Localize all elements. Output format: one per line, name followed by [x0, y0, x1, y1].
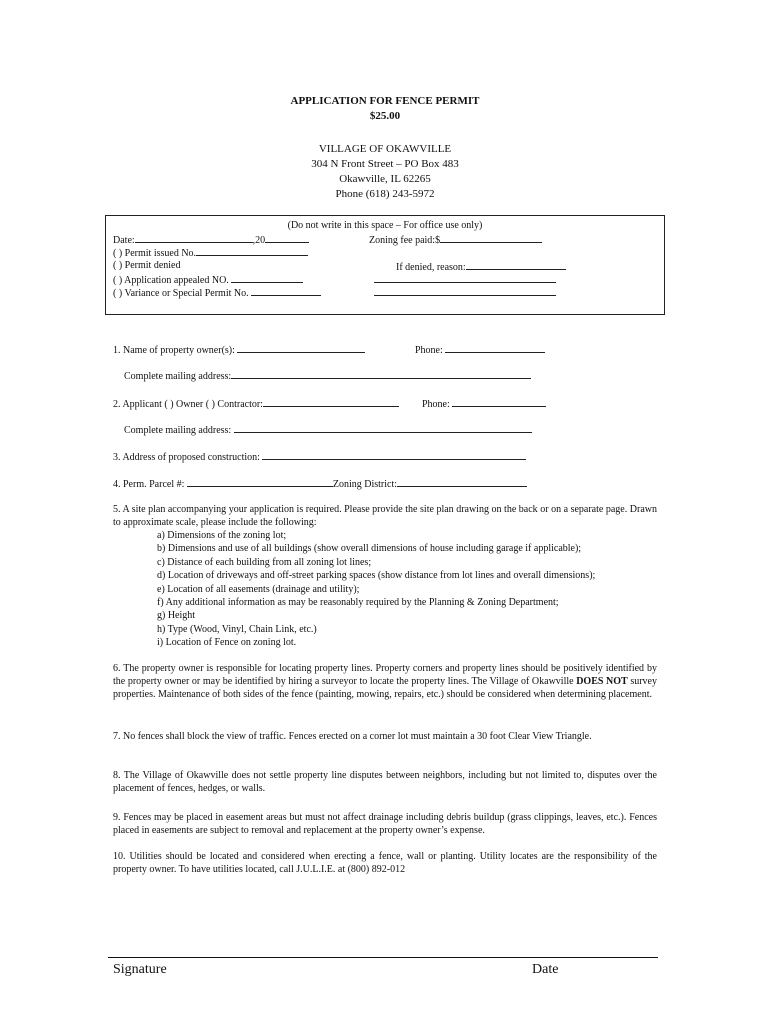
- owner-name-label: 1. Name of property owner(s):: [113, 345, 235, 356]
- office-date-label: Date:: [113, 235, 135, 246]
- phone2-label: Phone:: [422, 399, 450, 410]
- org-city: Okawville, IL 62265: [339, 173, 431, 185]
- signature-line[interactable]: [108, 957, 658, 958]
- applicant-label: 2. Applicant ( ) Owner ( ) Contractor:: [113, 399, 263, 410]
- item-6-bold: DOES NOT: [576, 676, 628, 687]
- form-title: APPLICATION FOR FENCE PERMIT: [290, 95, 480, 107]
- list-item: a) Dimensions of the zoning lot;: [157, 530, 287, 541]
- office-year-blank[interactable]: [265, 233, 309, 243]
- appealed-row: [113, 273, 303, 287]
- list-item: h) Type (Wood, Vinyl, Chain Link, etc.): [157, 623, 317, 635]
- mailing2-field[interactable]: [234, 423, 532, 433]
- phone1-label: Phone:: [415, 345, 443, 356]
- list-item: b) Dimensions and use of all buildings (show overall dimensions of house including garage if applicable);: [157, 543, 582, 555]
- zoning-district-label: Zoning District:: [332, 479, 398, 490]
- item-10-text: 10. Utilities should be located and considered when erecting a fence, wall or planting. Utility locates are the responsibility of the property owner. To have utilities located, call J.U.L.I.E. at (800) 892-012: [113, 851, 657, 875]
- mailing2-label: Complete mailing address:: [124, 425, 232, 436]
- applicant-row: [113, 397, 399, 411]
- permit-issued-row: [113, 246, 308, 260]
- mailing1-label: Complete mailing address:: [124, 371, 232, 382]
- reason-line-2-row: [374, 286, 556, 300]
- office-date-year: ,20: [252, 235, 266, 246]
- zoning-fee-label: Zoning fee paid:$: [369, 235, 441, 246]
- item-6-pre: 6. The property owner is responsible for locating property lines. Property corners and property lines should be positively identified by the property owner or may be identified by hiring a surveyor to locate the property lines. The Village of Okawville: [113, 663, 657, 687]
- item-9-text: 9. Fences may be placed in easement areas but must not affect drainage including debris buildup (grass clippings, leaves, etc.). Fences placed in easements are subject to removal and replacement at the property owner’s expense.: [113, 812, 657, 836]
- list-item: e) Location of all easements (drainage and utility);: [157, 583, 360, 595]
- zoning-fee-blank[interactable]: [440, 233, 542, 243]
- list-item: d) Location of driveways and off-street parking spaces (show distance from lot lines and overall dimensions);: [157, 570, 596, 582]
- phone2-field[interactable]: [452, 397, 546, 407]
- appealed-blank[interactable]: [231, 273, 303, 283]
- office-date-row: [113, 233, 309, 247]
- org-phone: Phone (618) 243-5972: [335, 188, 435, 200]
- item-5-text: 5. A site plan accompanying your application is required. Please provide the site plan drawing on the back or on a separate page. Drawn to approximate scale, please include the following:: [113, 504, 657, 528]
- signature-label: Signature: [113, 962, 167, 977]
- construction-address-label: 3. Address of proposed construction:: [113, 452, 260, 463]
- org-address: 304 N Front Street – PO Box 483: [311, 158, 459, 170]
- mailing1-field[interactable]: [231, 369, 531, 379]
- form-fee: $25.00: [369, 110, 401, 122]
- owner-name-row: [113, 343, 365, 357]
- office-use-note: (Do not write in this space – For office use only): [287, 220, 483, 231]
- item-8-text: 8. The Village of Okawville does not settle property line disputes between neighbors, including but not limited to, disputes over the placement of fences, hedges, or walls.: [113, 770, 657, 794]
- date-label: Date: [532, 962, 559, 977]
- phone2-row: [422, 397, 546, 411]
- permit-issued-label: ( ) Permit issued No.: [113, 248, 197, 259]
- site-plan-list: [157, 529, 595, 650]
- phone1-row: [415, 343, 545, 357]
- list-item: g) Height: [157, 610, 196, 622]
- parcel-field[interactable]: [187, 477, 333, 487]
- office-zoning-fee-row: [369, 233, 542, 247]
- list-item: i) Location of Fence on zoning lot.: [157, 637, 297, 649]
- owner-name-field[interactable]: [237, 343, 365, 353]
- list-item: f) Any additional information as may be reasonably required by the Planning & Zoning Department;: [157, 597, 559, 609]
- org-name: VILLAGE OF OKAWVILLE: [318, 143, 452, 155]
- parcel-label: 4. Perm. Parcel #:: [113, 479, 185, 490]
- denied-reason-label: If denied, reason:: [396, 262, 466, 273]
- permit-issued-blank[interactable]: [196, 246, 308, 256]
- item-7-text: 7. No fences shall block the view of traffic. Fences erected on a corner lot must maintain a 30 foot Clear View Triangle.: [113, 731, 592, 742]
- reason-line-2[interactable]: [374, 286, 556, 296]
- zoning-district-field[interactable]: [397, 477, 527, 487]
- item-6-post: survey properties. Maintenance of both sides of the fence (painting, mowing, repairs, etc.) should be considered when determining placement.: [113, 676, 657, 700]
- office-date-blank[interactable]: [135, 233, 253, 243]
- mailing1-row: [124, 369, 531, 383]
- variance-label: ( ) Variance or Special Permit No.: [113, 288, 249, 299]
- item-6-text: [113, 662, 657, 701]
- phone1-field[interactable]: [445, 343, 545, 353]
- list-item: c) Distance of each building from all zoning lot lines;: [157, 556, 372, 568]
- appealed-label: ( ) Application appealed NO.: [113, 275, 229, 286]
- reason-line-1[interactable]: [374, 273, 556, 283]
- applicant-field[interactable]: [263, 397, 399, 407]
- denied-reason-blank[interactable]: [466, 260, 566, 270]
- mailing2-row: [124, 423, 532, 437]
- construction-address-row: [113, 450, 526, 464]
- reason-line-1-row: [374, 273, 556, 287]
- construction-address-field[interactable]: [262, 450, 526, 460]
- permit-denied-label: ( ) Permit denied: [113, 260, 181, 271]
- parcel-row: [113, 477, 527, 491]
- variance-blank[interactable]: [251, 286, 321, 296]
- variance-row: [113, 286, 321, 300]
- denied-reason-row: [396, 260, 566, 274]
